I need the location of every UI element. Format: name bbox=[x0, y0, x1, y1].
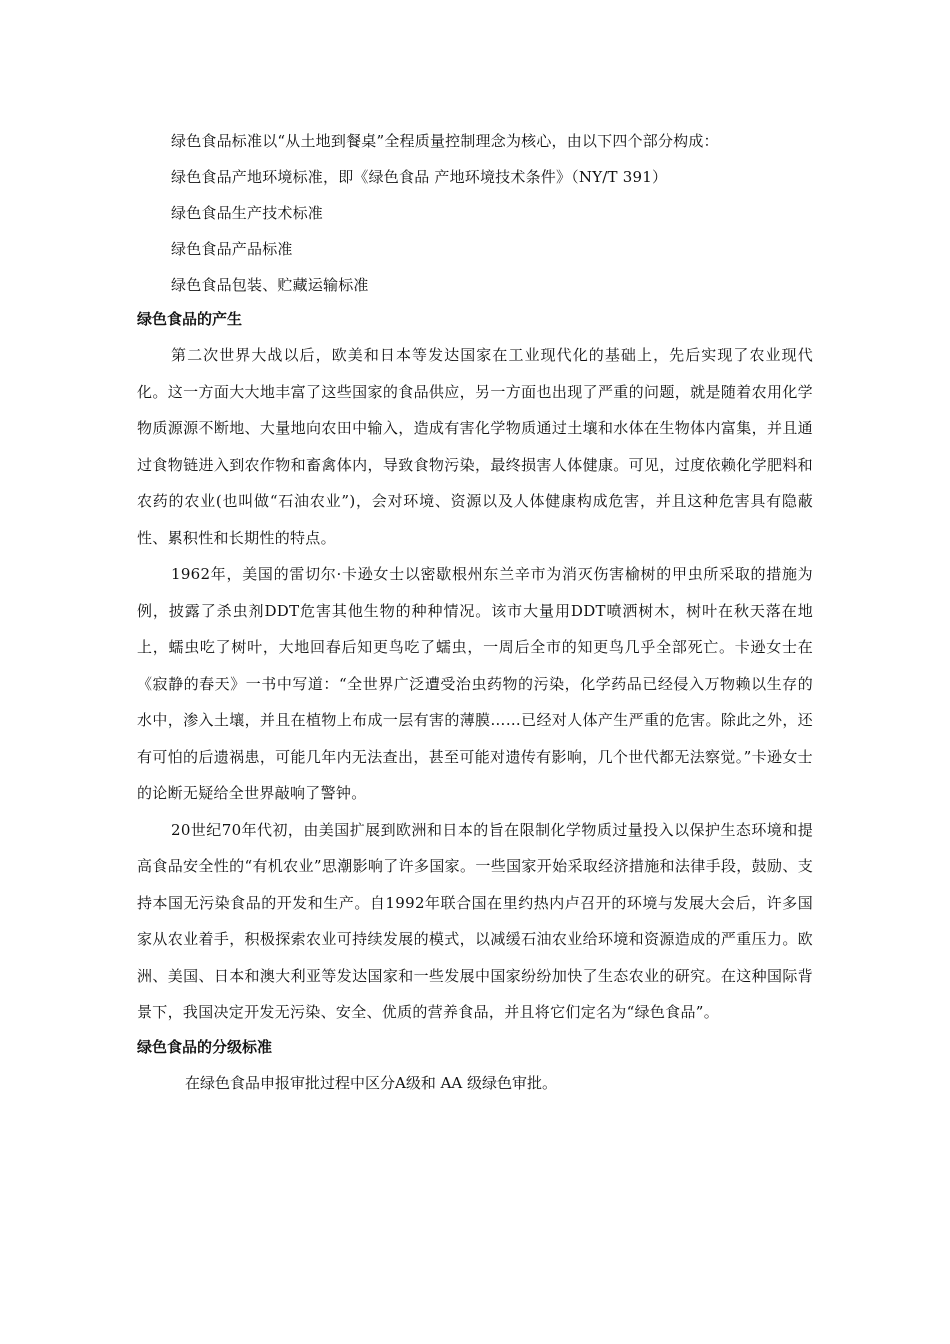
paragraph-grading-levels: 在绿色食品申报审批过程中区分A级和 AA 级绿色审批。 bbox=[185, 1073, 558, 1092]
intro-line-production-standard: 绿色食品生产技术标准 bbox=[171, 204, 324, 222]
paragraph-organic-movement: 20世纪70年代初，由美国扩展到欧洲和日本的旨在限制化学物质过量投入以保护生态环境和提高食品安全性的“有机农业”思潮影响了许多国家。一些国家开始采取经济措施和法律手段，鼓励、支持本国无污染食品的开发和生产。自1992年联合国在里约热内卢召开的环境与发展大会后，许多国家从农业着手，积极探索农业可持续发展的模式，以减缓石油农业给环境和资源造成的严重压力。欧洲、美国、日本和澳大利亚等发达国家和一些发展中国家纷纷加快了生态农业的研究。在这种国际背景下，我国决定开发无污染、安全、优质的营养食品，并且将它们定名为“绿色食品”。 bbox=[137, 820, 813, 1021]
intro-list bbox=[137, 123, 813, 303]
section-heading-grading: 绿色食品的分级标准 bbox=[137, 1037, 273, 1056]
intro-line-product-standard: 绿色食品产品标准 bbox=[171, 240, 293, 258]
document-body bbox=[137, 123, 813, 1101]
section-heading-origin: 绿色食品的产生 bbox=[137, 310, 243, 328]
paragraph-postwar-agriculture: 第二次世界大战以后，欧美和日本等发达国家在工业现代化的基础上，先后实现了农业现代化。这一方面大大地丰富了这些国家的食品供应，另一方面也出现了严重的问题，就是随着农用化学物质源源不断地、大量地向农田中输入，造成有害化学物质通过土壤和水体在生物体内富集，并且通过食物链进入到农作物和畜禽体内，导致食物污染，最终损害人体健康。可见，过度依赖化学肥料和农药的农业(也叫做“石油农业”)，会对环境、资源以及人体健康构成危害，并且这种危害具有隐蔽性、累积性和长期性的特点。 bbox=[137, 346, 813, 547]
intro-line-packaging-standard: 绿色食品包装、贮藏运输标准 bbox=[171, 276, 369, 294]
intro-line-standard-composition: 绿色食品标准以“从土地到餐桌”全程质量控制理念为核心，由以下四个部分构成： bbox=[171, 132, 719, 150]
intro-line-environment-standard: 绿色食品产地环境标准，即《绿色食品 产地环境技术条件》（NY/T 391） bbox=[171, 168, 668, 186]
paragraph-carson-ddt: 1962年，美国的雷切尔·卡逊女士以密歇根州东兰辛市为消灭伤害榆树的甲虫所采取的措施为例，披露了杀虫剂DDT危害其他生物的种种情况。该市大量用DDT喷洒树木，树叶在秋天落在地上，蠕虫吃了树叶，大地回春后知更鸟吃了蠕虫，一周后全市的知更鸟几乎全部死亡。卡逊女士在《寂静的春天》一书中写道：“全世界广泛遭受治虫药物的污染，化学药品已经侵入万物赖以生存的水中，渗入土壤，并且在植物上布成一层有害的薄膜……已经对人体产生严重的危害。除此之外，还有可怕的后遗祸患，可能几年内无法查出，甚至可能对遗传有影响，几个世代都无法察觉。”卡逊女士的论断无疑给全世界敲响了警钟。 bbox=[137, 565, 813, 802]
